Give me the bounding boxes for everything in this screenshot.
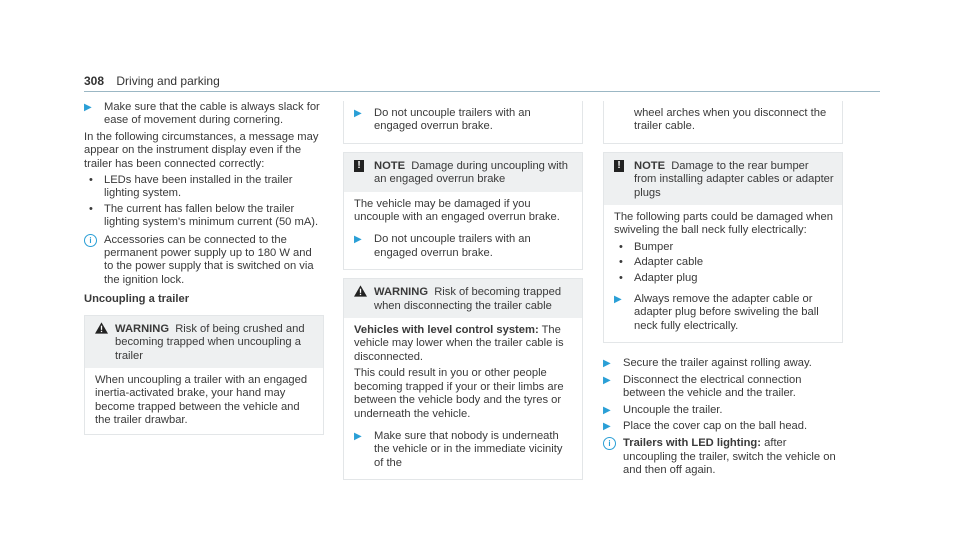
step-item: [614, 107, 834, 134]
exclamation-icon: !: [614, 160, 624, 172]
step-text: wheel arches when you disconnect the trailer cable.: [634, 107, 827, 133]
bullet-icon: •: [619, 256, 623, 269]
step-item: [603, 404, 843, 417]
step-item: [614, 293, 834, 333]
info-icon: i: [603, 437, 616, 450]
note-label: NOTE: [634, 159, 666, 172]
section-heading: Uncoupling a trailer: [84, 293, 190, 306]
exclamation-icon: !: [354, 160, 364, 172]
list-item: [614, 256, 834, 269]
page-header: [84, 75, 220, 88]
bullet-icon: •: [619, 240, 623, 253]
step-arrow-icon: ▶: [84, 102, 92, 113]
warning-body: [344, 101, 582, 143]
list-item-text: Adapter cable: [634, 256, 704, 269]
note-box: [343, 152, 583, 270]
step-text: Place the cover cap on the ball head.: [623, 419, 808, 432]
warning-title: Risk of being crushed and becoming trapped when uncoupling a trailer: [115, 322, 305, 362]
bullet-icon: •: [89, 202, 93, 215]
step-text: Disconnect the electrical connection between the vehicle and the trailer.: [623, 373, 802, 400]
step-arrow-icon: ▶: [603, 404, 611, 416]
warning-header: [85, 316, 323, 368]
info-lead: Trailers with LED lighting:: [623, 437, 761, 450]
warning-box-continued: [603, 101, 843, 144]
note-body: [344, 192, 582, 270]
header-divider: [84, 91, 880, 92]
step-item: [603, 374, 843, 401]
step-item: [354, 107, 574, 134]
list-item: [84, 203, 324, 230]
column-2: [343, 101, 583, 488]
step-arrow-icon: ▶: [354, 430, 362, 442]
note-title: Damage to the rear bumper from installing adapter cables or adapter plugs: [634, 159, 834, 199]
info-icon: i: [84, 234, 97, 247]
step-text: Do not uncouple trailers with an engaged overrun brake.: [374, 233, 531, 259]
warning-text: This could result in you or other people becoming trapped if your or their limbs are between the vehicle body and the tyres or underneath the vehicle.: [354, 367, 564, 420]
step-text: Secure the trailer against rolling away.: [623, 357, 812, 370]
info-note: [84, 234, 324, 288]
warning-header: [344, 279, 582, 318]
list-item-text: Adapter plug: [634, 271, 698, 284]
list-item: [84, 174, 324, 201]
step-arrow-icon: ▶: [603, 374, 611, 386]
warning-label: WARNING: [115, 322, 170, 335]
list-item-text: LEDs have been installed in the trailer lighting system.: [104, 174, 293, 200]
page-number: 308: [84, 74, 105, 88]
warning-triangle-icon: [354, 285, 367, 297]
section-title: Driving and parking: [116, 74, 220, 88]
warning-box: [343, 278, 583, 480]
warning-body: [604, 101, 842, 143]
step-item: [603, 420, 843, 433]
warning-box: [84, 315, 324, 435]
warning-title: Risk of becoming trapped when disconnecting the trailer cable: [374, 286, 562, 312]
warning-triangle-icon: [95, 322, 108, 334]
note-body: [604, 205, 842, 342]
paragraph: In the following circumstances, a message may appear on the instrument display even if the trailer has been connected correctly:: [84, 130, 319, 170]
warning-text: [354, 324, 574, 364]
note-text: The following parts could be damaged when swiveling the ball neck fully electrically:: [614, 211, 833, 237]
column-1: [84, 101, 324, 443]
list-item-text: Bumper: [634, 240, 674, 253]
step-arrow-icon: ▶: [603, 420, 611, 432]
note-title: Damage during uncoupling with an engaged overrun brake: [374, 159, 568, 186]
column-3: [603, 101, 843, 482]
warning-text-body: The vehicle may lower when the trailer cable is disconnected.: [354, 324, 564, 363]
info-text: after uncoupling the trailer, switch the vehicle on and then off again.: [623, 437, 836, 477]
warning-body: [344, 318, 582, 479]
note-box: [603, 152, 843, 343]
info-text: Accessories can be connected to the permanent power supply up to 180 W and to the power supply that is switched on via the ignition lock.: [104, 233, 314, 286]
warning-body: When uncoupling a trailer with an engaged inertia-activated brake, your hand may become trapped between the vehicle and the trailer drawbar.: [95, 373, 308, 427]
warning-lead: Vehicles with level control system:: [354, 324, 539, 337]
note-label: NOTE: [374, 159, 406, 172]
step-item: [84, 101, 324, 128]
bullet-icon: •: [89, 174, 93, 187]
step-text: Make sure that nobody is underneath the vehicle or in the immediate vicinity of the: [374, 429, 563, 469]
info-note: [603, 437, 843, 477]
list-item: [614, 241, 834, 254]
note-header: [604, 153, 842, 205]
step-arrow-icon: ▶: [354, 234, 362, 246]
step-arrow-icon: ▶: [614, 294, 622, 306]
bullet-icon: •: [619, 271, 623, 284]
step-arrow-icon: ▶: [603, 358, 611, 370]
step-text: Always remove the adapter cable or adapter plug before swiveling the ball neck fully electrically.: [634, 293, 819, 332]
warning-box-continued: [343, 101, 583, 144]
step-item: [354, 233, 574, 260]
note-text: The vehicle may be damaged if you uncouple with an engaged overrun brake.: [354, 197, 560, 224]
step-item: [603, 357, 843, 370]
warning-label: WARNING: [374, 286, 429, 299]
list-item: [614, 272, 834, 285]
step-arrow-icon: ▶: [354, 108, 362, 119]
step-item: [354, 430, 574, 470]
step-text: Uncouple the trailer.: [623, 403, 723, 416]
step-text: Make sure that the cable is always slack for ease of movement during cornering.: [104, 101, 320, 127]
note-header: [344, 153, 582, 192]
list-item-text: The current has fallen below the trailer lighting system's minimum current (50 mA).: [104, 202, 319, 229]
step-text: Do not uncouple trailers with an engaged overrun brake.: [374, 107, 531, 133]
